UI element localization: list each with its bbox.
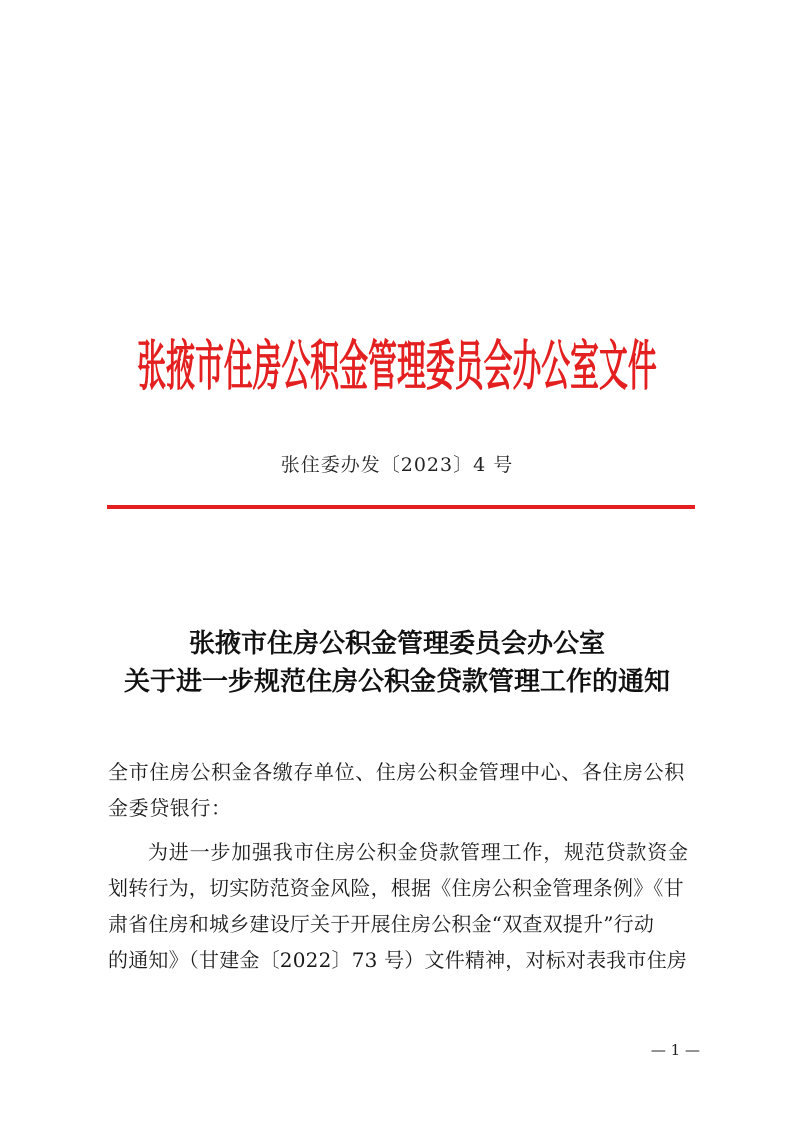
- addressee-line-2: 金委贷银行：: [108, 796, 232, 820]
- notice-title-line-1: 张掖市住房公积金管理委员会办公室: [188, 629, 605, 659]
- document-number: 张住委办发〔2023〕4 号: [280, 454, 514, 476]
- paragraph-line-4: 的通知》（甘建金〔2022〕73 号）文件精神，对标对表我市住房: [108, 948, 688, 972]
- notice-title-line-2: 关于进一步规范住房公积金贷款管理工作的通知: [123, 667, 670, 697]
- paragraph-line-2: 划转行为，切实防范资金风险，根据《住房公积金管理条例》《甘: [108, 876, 684, 900]
- addressee-line-1: 全市住房公积金各缴存单位、住房公积金管理中心、各住房公积: [108, 760, 685, 784]
- document-header-title: [0, 328, 794, 408]
- header-title-text: 张掖市住房公积金管理委员会办公室文件: [137, 336, 657, 399]
- page-number: — 1 —: [650, 1041, 700, 1059]
- paragraph-line-1: 为进一步加强我市住房公积金贷款管理工作，规范贷款资金: [148, 840, 689, 864]
- red-divider-rule: [107, 505, 695, 509]
- paragraph-line-3: 肃省住房和城乡建设厅关于开展住房公积金“双查双提升”行动: [108, 912, 655, 936]
